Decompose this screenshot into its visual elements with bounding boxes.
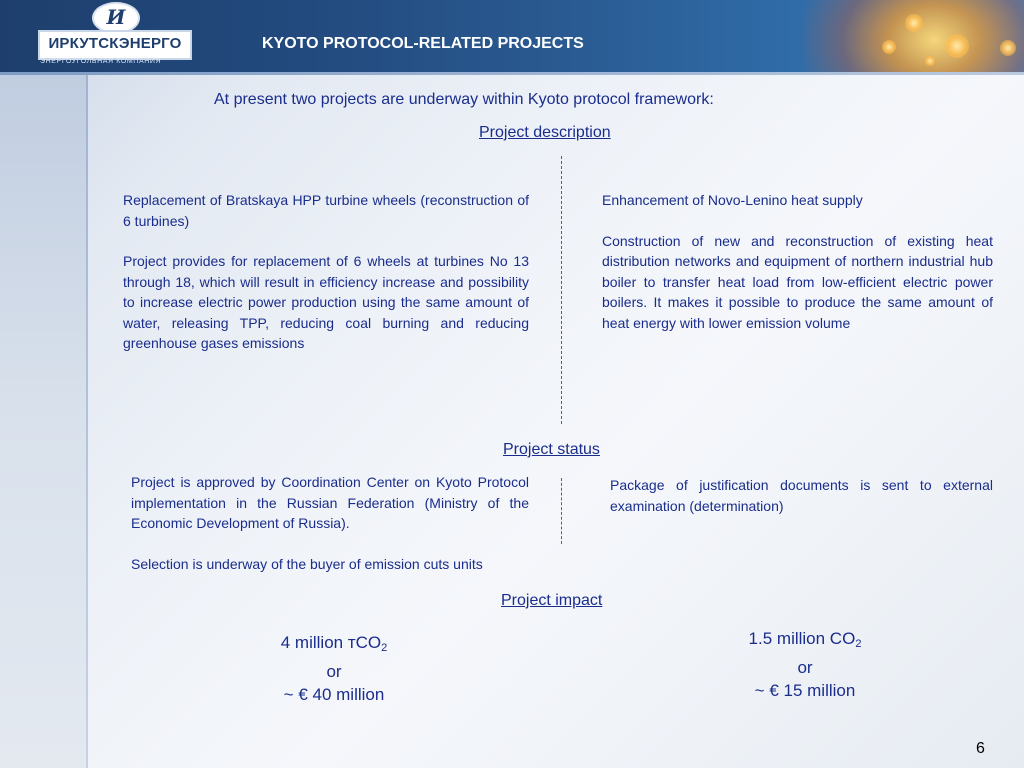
project-1-status <box>131 472 529 574</box>
project-2-or: or <box>797 658 813 677</box>
slide-title: KYOTO PROTOCOL-RELATED PROJECTS <box>262 35 584 52</box>
project-2-body: Construction of new and reconstruction of existing heat distribution networks and equipment of northern industrial hub boiler to transfer heat load from low-efficient electric power boilers. It makes it possible to produce the same amount of heat energy with lower emission volume <box>602 232 993 331</box>
co2-subscript: 2 <box>855 638 862 650</box>
project-2-co2-amount <box>705 627 905 656</box>
decor-light-dot <box>1000 40 1016 56</box>
intro-text: At present two projects are underway within Kyoto protocol framework: <box>214 91 714 108</box>
project-2-impact <box>705 627 905 702</box>
project-2-status <box>610 475 993 516</box>
project-status-heading: Project status <box>503 441 600 458</box>
decor-light-dot <box>905 14 923 32</box>
project-1-status-buyer: Selection is underway of the buyer of emission cuts units <box>131 555 483 572</box>
project-1-body: Project provides for replacement of 6 wheels at turbines No 13 through 18, which will result in efficiency increase and possibility to increase electric power production using the same amount of water, releasing TPP, reducing coal burning and reducing greenhouse gases emissions <box>123 253 529 351</box>
project-1-money: ~ € 40 million <box>283 685 385 704</box>
project-impact-heading: Project impact <box>501 592 603 609</box>
co2-subscript: 2 <box>381 642 388 654</box>
company-logo-text: ИРКУТСКЭНЕРГО <box>48 35 182 52</box>
header-bar <box>0 0 1024 72</box>
project-2-description <box>602 190 993 333</box>
project-1-impact <box>234 631 434 706</box>
project-2-title: Enhancement of Novo-Lenino heat supply <box>602 192 863 208</box>
project-2-co2-value: 1.5 million CO <box>748 629 856 648</box>
project-2-status-text: Package of justification documents is sent to external examination (determination) <box>610 477 993 514</box>
column-divider <box>561 478 562 544</box>
decor-light-dot <box>925 56 935 66</box>
column-divider <box>561 156 562 424</box>
decor-light-dot <box>945 34 969 58</box>
project-1-or: or <box>326 662 342 681</box>
header-divider <box>0 72 1024 75</box>
company-logo <box>38 30 192 60</box>
left-decor-rule <box>86 72 88 768</box>
project-1-title: Replacement of Bratskaya HPP turbine wheels (reconstruction of 6 turbines) <box>123 192 529 229</box>
project-2-money: ~ € 15 million <box>754 681 856 700</box>
company-tagline: ЭНЕРГОУГОЛЬНАЯ КОМПАНИЯ <box>40 58 162 65</box>
project-1-co2-amount <box>234 631 434 660</box>
page-number: 6 <box>976 740 985 757</box>
project-1-description <box>123 190 529 354</box>
left-decor-band <box>0 72 86 768</box>
project-1-co2-value: 4 million тCO <box>280 633 382 652</box>
project-1-status-text: Project is approved by Coordination Center on Kyoto Protocol implementation in the Russian Federation (Ministry of the Economic Development of Russia). <box>131 474 529 531</box>
decor-light-dot <box>882 40 896 54</box>
header-glow <box>804 0 1024 72</box>
emblem-letter: И <box>106 5 126 29</box>
project-description-heading: Project description <box>479 124 611 141</box>
